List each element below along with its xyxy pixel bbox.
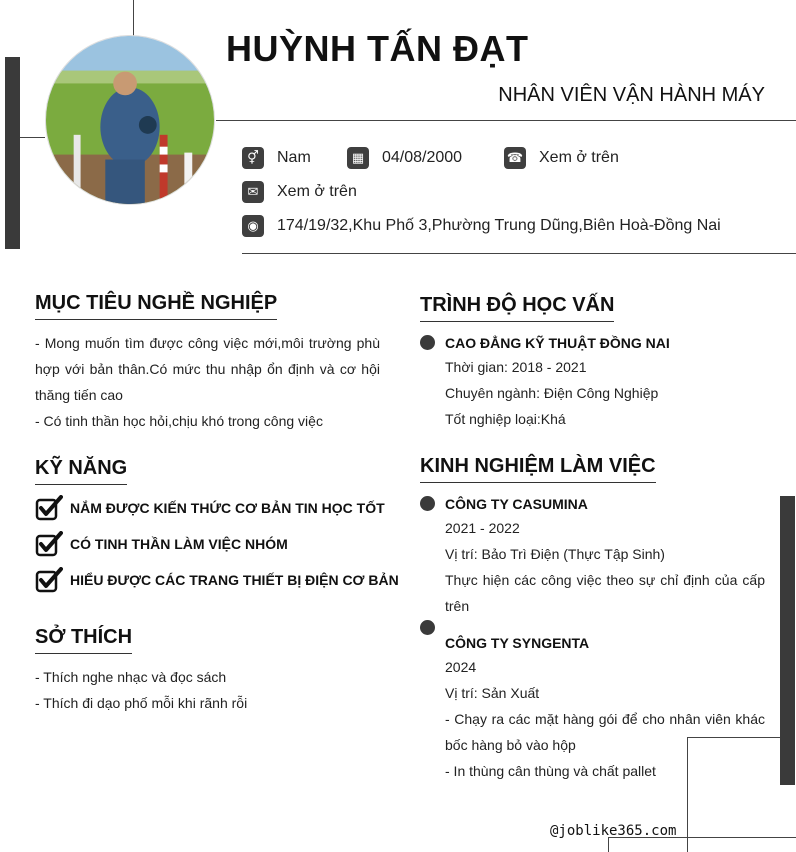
job-description: - Chạy ra các mặt hàng gói để cho nhân viên khác bốc hàng bỏ vào hộp	[445, 711, 765, 753]
job-position: NHÂN VIÊN VẬN HÀNH MÁY	[498, 84, 765, 106]
decor-line	[133, 0, 134, 36]
checkbox-checked-icon	[35, 531, 63, 557]
objective-line: - Mong muốn tìm được công việc mới,môi trường phù hợp với bản thân.Có mức thu nhập ổn định và cơ hội thăng tiến cao	[35, 335, 380, 403]
objective-line: - Có tinh thần học hỏi,chịu khó trong công việc	[35, 413, 323, 429]
timeline-dot	[420, 496, 435, 511]
education-major: Chuyên ngành: Điện Công Nghiệp	[445, 385, 659, 401]
decor-bar-left	[5, 57, 20, 249]
skills-title: KỸ NĂNG	[35, 457, 127, 485]
company-name: CÔNG TY CASUMINA	[445, 496, 588, 512]
education-title: TRÌNH ĐỘ HỌC VẤN	[420, 294, 614, 322]
calendar-icon: ▦	[347, 147, 369, 169]
location-icon: ◉	[242, 215, 264, 237]
phone-icon: ☎	[504, 147, 526, 169]
job-period: 2021 - 2022	[445, 520, 520, 536]
hobby-item: - Thích đi dạo phố mỗi khi rãnh rỗi	[35, 695, 248, 711]
mail-icon: ✉	[242, 181, 264, 203]
avatar	[45, 35, 215, 205]
timeline-dot	[420, 335, 435, 350]
job-role: Vị trí: Sản Xuất	[445, 685, 540, 701]
education-time: Thời gian: 2018 - 2021	[445, 359, 587, 375]
hobbies-title: SỞ THÍCH	[35, 626, 132, 654]
experience-entry	[445, 493, 765, 619]
address-value: 174/19/32,Khu Phố 3,Phường Trung Dũng,Biên Hoà-Đồng Nai	[277, 217, 721, 234]
skill-label: CÓ TINH THẦN LÀM VIỆC NHÓM	[70, 536, 288, 552]
skill-item	[35, 567, 399, 593]
birthday-item	[347, 147, 504, 169]
timeline-dot	[420, 620, 435, 635]
watermark: @joblike365.com	[550, 823, 677, 839]
checkbox-checked-icon	[35, 495, 63, 521]
education-grade: Tốt nghiệp loại:Khá	[445, 411, 566, 427]
address-row	[242, 215, 721, 237]
company-name: CÔNG TY SYNGENTA	[445, 635, 590, 651]
objective-title: MỤC TIÊU NGHỀ NGHIỆP	[35, 292, 277, 320]
decor-line	[608, 837, 609, 852]
gender-icon: ⚥	[242, 147, 264, 169]
skill-item	[35, 531, 288, 557]
objective-text	[35, 330, 380, 434]
email-row	[242, 181, 357, 203]
hobby-item: - Thích nghe nhạc và đọc sách	[35, 669, 227, 685]
experience-entry	[445, 632, 765, 784]
gender-value: Nam	[277, 149, 311, 166]
school-name: CAO ĐẲNG KỸ THUẬT ĐỒNG NAI	[445, 335, 670, 351]
experience-title: KINH NGHIỆM LÀM VIỆC	[420, 455, 656, 483]
education-entry	[445, 332, 765, 432]
decor-line	[242, 253, 796, 254]
job-description: Thực hiện các công việc theo sự chỉ định của cấp trên	[445, 572, 765, 614]
decor-line	[20, 137, 45, 138]
phone-item	[504, 147, 619, 169]
phone-value: Xem ở trên	[539, 149, 619, 166]
email-value: Xem ở trên	[277, 183, 357, 200]
candidate-name: HUỲNH TẤN ĐẠT	[226, 28, 529, 69]
birthday-value: 04/08/2000	[382, 149, 463, 166]
decor-line	[216, 120, 796, 121]
skill-item	[35, 495, 385, 521]
job-description: - In thùng cân thùng và chất pallet	[445, 763, 656, 779]
gender-item	[242, 147, 347, 169]
avatar-photo	[46, 36, 214, 204]
skill-label: NẮM ĐƯỢC KIẾN THỨC CƠ BẢN TIN HỌC TỐT	[70, 500, 385, 516]
contact-row	[242, 147, 619, 169]
job-role: Vị trí: Bảo Trì Điện (Thực Tập Sinh)	[445, 546, 665, 562]
decor-bar-right	[780, 496, 795, 785]
skill-label: HIỂU ĐƯỢC CÁC TRANG THIẾT BỊ ĐIỆN CƠ BẢN	[70, 572, 399, 588]
hobbies-text	[35, 664, 380, 716]
job-period: 2024	[445, 659, 477, 675]
checkbox-checked-icon	[35, 567, 63, 593]
